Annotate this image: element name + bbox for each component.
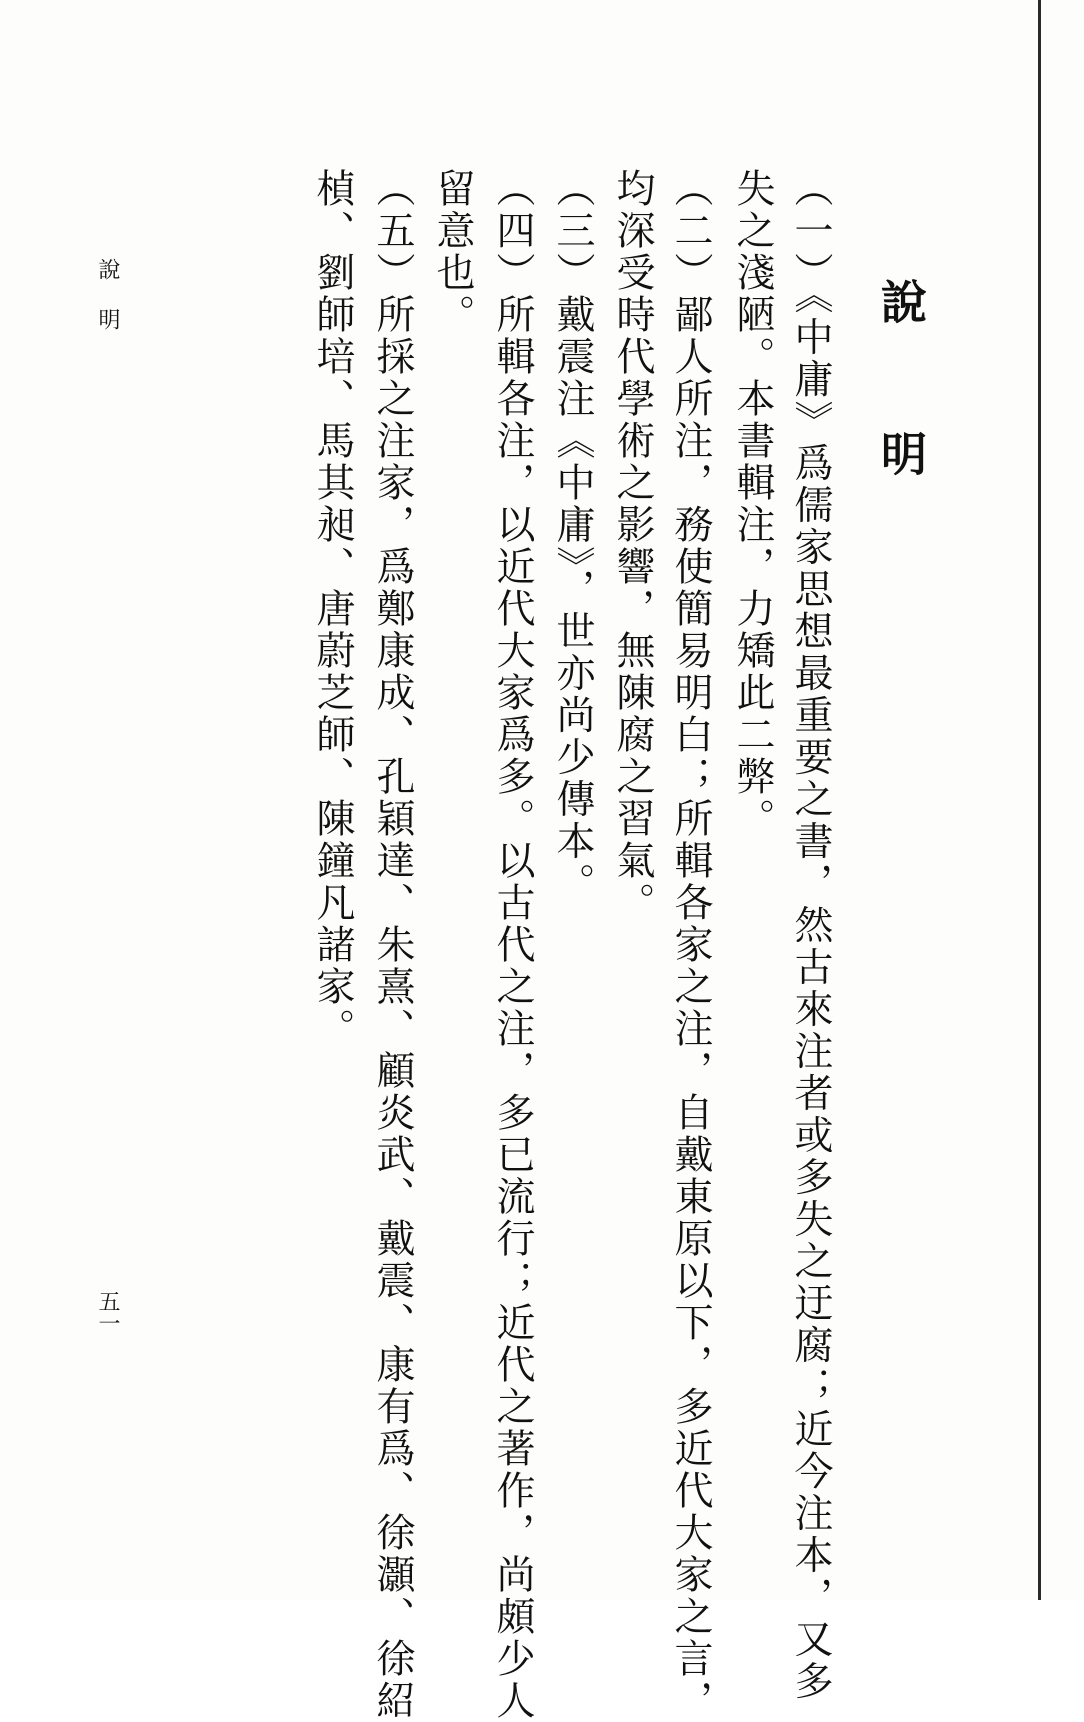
page-number: 五一 (95, 1290, 120, 1334)
page-title: 說 明 (874, 278, 928, 506)
text-column-9: 楨、劉師培、馬其昶、唐蔚芝師、陳鐘凡諸家。 (310, 168, 355, 1050)
text-column-6: （四）所輯各注，以近代大家爲多。以古代之注，多已流行；近代之著作，尚頗少人 (490, 168, 535, 1722)
text-column-1: （一）《中庸》爲儒家思想最重要之書，然古來注者或多失之迂腐；近今注本，又多 (788, 168, 833, 1703)
text-column-3: （二）鄙人所注，務使簡易明白；所輯各家之注，自戴東原以下，多近代大家之言， (668, 168, 713, 1722)
text-column-2: 失之淺陋。本書輯注，力矯此二弊。 (730, 168, 775, 840)
text-column-4: 均深受時代學術之影響，無陳腐之習氣。 (610, 168, 655, 924)
binding-edge-line (1038, 0, 1041, 1600)
text-column-5: （三）戴震注《中庸》，世亦尚少傳本。 (550, 168, 595, 905)
text-column-8: （五）所採之注家，爲鄭康成、孔穎達、朱熹、顧炎武、戴震、康有爲、徐灝、徐紹 (370, 168, 415, 1722)
text-column-7: 留意也。 (430, 168, 475, 336)
running-head: 說明 (95, 258, 120, 358)
